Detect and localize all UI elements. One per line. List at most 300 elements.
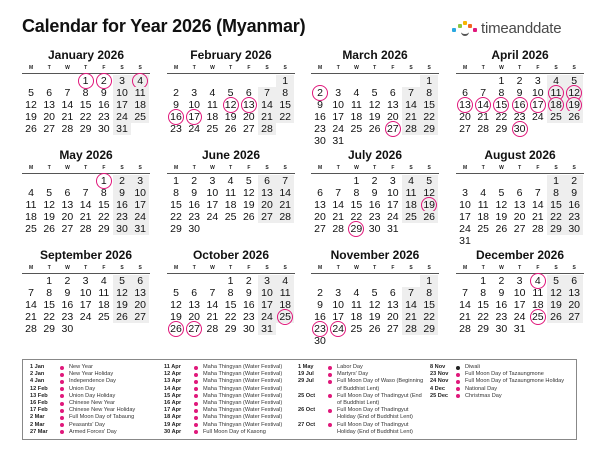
weekday-label: S: [572, 165, 576, 171]
date-cell: 8: [420, 87, 438, 99]
date-cell: 23: [97, 111, 110, 123]
legend-date: 8 Nov: [430, 364, 446, 370]
date-cell: 23: [495, 311, 508, 323]
date-cell: 4: [480, 187, 487, 199]
weekday-header: [311, 163, 439, 174]
legend-date: 17 Feb: [30, 407, 48, 414]
bullet-icon: [60, 366, 64, 370]
date-cell: 30: [314, 135, 326, 147]
date-cell: 8: [276, 87, 294, 99]
date-cell: 10: [332, 299, 345, 311]
date-cell: 2: [173, 87, 179, 99]
weekday-label: S: [572, 265, 576, 271]
weekday-label: T: [518, 65, 522, 71]
date-cell: 11: [402, 187, 420, 199]
date-cell: 26: [113, 311, 131, 323]
date-cell: 2: [245, 275, 252, 287]
holiday-date: 24: [329, 323, 347, 335]
date-cell: 20: [314, 211, 326, 223]
legend-date: 23 Nov: [430, 371, 449, 378]
date-cell: 6: [317, 187, 323, 199]
date-cell: 27: [242, 123, 255, 135]
date-cell: 13: [131, 287, 149, 299]
legend-holiday-name: Armed Forces' Day: [69, 428, 117, 435]
legend-item: [164, 378, 304, 385]
legend-item: [164, 371, 304, 378]
date-cell: 22: [97, 211, 110, 223]
month-june: [167, 148, 295, 235]
holiday-date: 12: [565, 87, 583, 99]
legend-item: [30, 386, 170, 393]
legend-date: 26 Oct: [298, 407, 316, 414]
date-cell: 15: [170, 199, 182, 211]
legend-item: [298, 393, 426, 407]
date-cell: 6: [46, 87, 53, 99]
weekday-label: T: [336, 65, 340, 71]
date-cell: 16: [113, 199, 131, 211]
month-july: [311, 148, 439, 235]
date-cell: 26: [43, 223, 56, 235]
weekday-label: T: [47, 65, 51, 71]
date-cell: 3: [258, 275, 276, 287]
holiday-date: 1: [77, 75, 95, 87]
date-cell: 10: [131, 187, 149, 199]
legend-item: [164, 422, 304, 429]
date-cell: 21: [258, 111, 276, 123]
bullet-icon: [194, 409, 198, 413]
month-title: January 2026: [47, 48, 125, 62]
date-cell: 9: [371, 187, 378, 199]
date-cell: 28: [402, 123, 420, 135]
date-cell: 22: [350, 211, 363, 223]
date-cell: 7: [209, 287, 216, 299]
date-cell: 3: [335, 287, 342, 299]
date-cell: 10: [188, 99, 201, 111]
date-cell: 22: [420, 111, 438, 123]
date-cell: 14: [531, 199, 544, 211]
date-cell: 9: [113, 187, 131, 199]
weekday-label: F: [247, 165, 251, 171]
date-cell: 10: [206, 187, 219, 199]
date-cell: 30: [242, 323, 255, 335]
weekday-header: [167, 163, 295, 174]
date-cell: 27: [565, 311, 583, 323]
date-cell: 4: [100, 275, 107, 287]
date-cell: 21: [402, 111, 420, 123]
date-cell: 30: [314, 335, 326, 347]
legend-item: [298, 422, 426, 436]
date-cell: 14: [402, 99, 420, 111]
weekday-label: T: [373, 65, 377, 71]
date-cell: 8: [498, 87, 505, 99]
holiday-date: 19: [420, 199, 438, 211]
legend-holiday-name: Maha Thingyan (Water Festival): [203, 378, 283, 385]
date-cell: 31: [131, 223, 149, 235]
date-cell: 7: [402, 87, 420, 99]
holiday-date: 4: [529, 275, 547, 287]
date-cell: 25: [97, 311, 110, 323]
date-cell: 17: [513, 299, 526, 311]
date-cell: 1: [353, 175, 360, 187]
date-cell: 7: [480, 87, 487, 99]
date-cell: 26: [368, 323, 381, 335]
date-cell: 5: [227, 87, 234, 99]
date-cell: 5: [565, 75, 583, 87]
holiday-date: 4: [131, 75, 149, 87]
date-cell: 9: [317, 99, 323, 111]
date-cell: 27: [43, 123, 56, 135]
date-cell: 19: [242, 199, 255, 211]
date-cell: 16: [188, 199, 201, 211]
date-cell: 8: [46, 287, 53, 299]
bullet-icon: [194, 366, 198, 370]
date-cell: 14: [25, 299, 37, 311]
date-cell: 7: [335, 187, 342, 199]
bullet-icon: [456, 366, 460, 370]
weekday-label: W: [499, 165, 504, 171]
date-cell: 5: [46, 187, 53, 199]
date-cell: 26: [368, 123, 381, 135]
date-cell: 3: [209, 175, 216, 187]
holiday-date: 27: [185, 323, 203, 335]
legend-column: [430, 364, 570, 400]
date-cell: 29: [224, 323, 237, 335]
date-cell: 12: [242, 187, 255, 199]
date-cell: 20: [565, 299, 583, 311]
date-cell: 14: [402, 299, 420, 311]
weekday-label: M: [318, 65, 323, 71]
legend-date: 18 Apr: [164, 414, 182, 421]
date-cell: 12: [170, 299, 182, 311]
holiday-date: 19: [565, 99, 583, 111]
date-cell: 17: [113, 99, 131, 111]
date-cell: 5: [28, 87, 34, 99]
date-cell: 7: [276, 175, 294, 187]
month-march: [311, 48, 439, 147]
date-cell: 4: [353, 87, 360, 99]
legend-date: 12 Apr: [164, 371, 182, 378]
legend-date: 1 May: [298, 364, 314, 370]
holiday-date: 1: [95, 175, 113, 187]
date-cell: 5: [245, 175, 252, 187]
date-cell: 17: [332, 111, 345, 123]
date-cell: 22: [276, 111, 294, 123]
month-title: December 2026: [475, 248, 565, 262]
date-cell: 20: [386, 111, 399, 123]
holiday-date: 11: [547, 87, 565, 99]
weekday-label: F: [247, 65, 251, 71]
date-cell: 12: [25, 99, 37, 111]
month-title: September 2026: [39, 248, 133, 262]
weekday-label: F: [102, 265, 106, 271]
month-january: [22, 48, 150, 135]
date-cell: 25: [402, 211, 420, 223]
date-cell: 24: [513, 311, 526, 323]
weekday-label: F: [536, 165, 540, 171]
date-cell: 25: [350, 123, 363, 135]
bullet-icon: [194, 402, 198, 406]
date-cell: 3: [389, 175, 396, 187]
timeanddate-logo[interactable]: [452, 19, 561, 37]
date-cell: 11: [350, 99, 362, 111]
date-cell: 19: [368, 311, 381, 323]
weekday-label: S: [427, 65, 431, 71]
date-cell: 19: [43, 211, 56, 223]
weekday-label: S: [265, 65, 269, 71]
legend-holiday-name: National Day: [465, 385, 498, 392]
date-cell: 29: [420, 123, 438, 135]
date-cell: 14: [206, 299, 219, 311]
date-cell: 29: [170, 223, 182, 235]
legend-date: 17 Apr: [164, 407, 182, 414]
date-cell: 16: [314, 311, 326, 323]
date-cell: 13: [61, 199, 74, 211]
holiday-date: 26: [167, 323, 185, 335]
date-cell: 25: [350, 323, 363, 335]
date-cell: 28: [531, 223, 544, 235]
weekday-label: M: [174, 265, 179, 271]
holiday-date: 13: [456, 99, 474, 111]
legend-date: 4 Dec: [430, 385, 445, 392]
date-cell: 28: [25, 323, 37, 335]
date-cell: 25: [131, 111, 149, 123]
date-cell: 29: [547, 223, 565, 235]
date-cell: 1: [498, 75, 505, 87]
weekday-label: T: [481, 165, 485, 171]
date-cell: 29: [79, 123, 92, 135]
legend-date: 29 Jul: [298, 378, 314, 385]
bullet-icon: [60, 416, 64, 420]
bullet-icon: [456, 380, 460, 384]
date-cell: 8: [420, 287, 438, 299]
date-cell: 11: [131, 87, 149, 99]
weekday-label: T: [481, 65, 485, 71]
date-cell: 19: [495, 211, 508, 223]
date-cell: 6: [389, 87, 396, 99]
date-cell: 31: [332, 135, 345, 147]
date-cell: 28: [402, 323, 420, 335]
date-cell: 24: [258, 311, 276, 323]
holiday-date: 29: [347, 223, 365, 235]
date-cell: 8: [227, 287, 234, 299]
date-cell: 14: [276, 187, 294, 199]
date-cell: 15: [477, 299, 490, 311]
legend-item: [164, 407, 304, 414]
weekday-header: [311, 63, 439, 74]
legend-item: [30, 422, 170, 429]
date-cell: 6: [191, 287, 198, 299]
date-cell: 6: [131, 275, 149, 287]
legend-item: [430, 393, 570, 400]
date-cell: 23: [188, 211, 201, 223]
date-cell: 23: [242, 311, 255, 323]
date-cell: 22: [495, 111, 508, 123]
bullet-icon: [194, 416, 198, 420]
date-cell: 3: [113, 75, 131, 87]
weekday-label: W: [499, 65, 504, 71]
legend-item: [30, 378, 170, 385]
date-cell: 12: [420, 187, 438, 199]
holiday-date: 2: [95, 75, 113, 87]
date-cell: 31: [513, 323, 526, 335]
legend-date: 1 Jan: [30, 364, 45, 370]
holiday-date: 17: [529, 99, 547, 111]
date-cell: 3: [462, 187, 468, 199]
weekday-label: S: [427, 165, 431, 171]
legend-holiday-name: Maha Thingyan (Water Festival): [203, 414, 283, 421]
month-title: July 2026: [347, 148, 403, 162]
legend-date: 27 Mar: [30, 428, 48, 435]
legend-item: [164, 429, 304, 436]
legend-item: [164, 386, 304, 393]
date-cell: 27: [61, 223, 74, 235]
date-cell: 15: [350, 199, 363, 211]
date-cell: 16: [368, 199, 381, 211]
legend-date: 4 Jan: [30, 378, 45, 385]
weekday-label: F: [102, 65, 106, 71]
date-cell: 28: [258, 123, 276, 135]
date-cell: 11: [206, 99, 218, 111]
date-cell: 28: [459, 323, 471, 335]
date-cell: 20: [513, 211, 526, 223]
date-cell: 18: [276, 299, 294, 311]
date-cell: 14: [332, 199, 345, 211]
date-cell: 22: [420, 311, 438, 323]
bullet-icon: [328, 380, 332, 384]
date-cell: 21: [206, 311, 219, 323]
date-cell: 2: [498, 275, 505, 287]
date-cell: 19: [547, 299, 565, 311]
month-september: [22, 248, 150, 335]
weekday-label: W: [65, 165, 70, 171]
legend-holiday-name: Maha Thingyan (Water Festival): [203, 407, 283, 414]
date-cell: 9: [565, 187, 583, 199]
date-cell: 26: [495, 223, 508, 235]
legend-date: 27 Oct: [298, 421, 316, 428]
date-cell: 10: [332, 99, 345, 111]
legend-holiday-name: Maha Thingyan (Water Festival): [203, 421, 283, 428]
date-cell: 23: [170, 123, 182, 135]
date-cell: 4: [402, 175, 420, 187]
weekday-label: W: [65, 65, 70, 71]
date-cell: 26: [25, 123, 37, 135]
date-cell: 3: [335, 87, 342, 99]
weekday-label: T: [47, 165, 51, 171]
date-cell: 19: [25, 111, 37, 123]
date-cell: 28: [477, 123, 490, 135]
weekday-label: W: [354, 165, 359, 171]
legend-item: [164, 414, 304, 421]
weekday-label: S: [409, 265, 413, 271]
date-cell: 18: [350, 311, 363, 323]
date-cell: 9: [100, 87, 107, 99]
weekday-label: T: [192, 165, 196, 171]
date-cell: 2: [371, 175, 378, 187]
holiday-date: 16: [167, 111, 185, 123]
date-cell: 22: [43, 311, 56, 323]
month-february: [167, 48, 295, 135]
bullet-icon: [328, 366, 332, 370]
legend-item: [164, 364, 304, 371]
weekday-label: T: [481, 265, 485, 271]
date-cell: 18: [25, 211, 37, 223]
date-cell: 4: [28, 187, 34, 199]
date-cell: 6: [258, 175, 276, 187]
weekday-label: M: [174, 165, 179, 171]
holiday-date: 15: [492, 99, 510, 111]
date-cell: 7: [402, 287, 420, 299]
holiday-date: 18: [547, 99, 565, 111]
date-cell: 26: [565, 111, 583, 123]
date-cell: 30: [97, 123, 110, 135]
date-cell: 24: [332, 123, 345, 135]
date-cell: 1: [420, 75, 438, 87]
date-cell: 17: [131, 199, 149, 211]
date-cell: 14: [61, 99, 74, 111]
weekday-label: T: [336, 265, 340, 271]
bullet-icon: [60, 380, 64, 384]
date-cell: 15: [43, 299, 56, 311]
month-title: April 2026: [491, 48, 549, 62]
weekday-label: S: [138, 65, 142, 71]
weekday-label: T: [192, 265, 196, 271]
date-cell: 23: [314, 123, 326, 135]
weekday-label: W: [354, 265, 359, 271]
weekday-label: T: [192, 65, 196, 71]
date-cell: 31: [113, 123, 131, 135]
legend-item: [30, 414, 170, 421]
bullet-icon: [60, 430, 64, 434]
legend-item: [430, 371, 570, 378]
date-cell: 1: [547, 175, 565, 187]
weekday-label: F: [391, 165, 395, 171]
date-cell: 8: [480, 287, 487, 299]
date-cell: 18: [131, 99, 149, 111]
legend-item: [164, 400, 304, 407]
month-title: November 2026: [330, 248, 420, 262]
weekday-label: M: [463, 265, 468, 271]
bullet-icon: [328, 394, 332, 398]
date-cell: 11: [25, 199, 37, 211]
date-cell: 5: [420, 175, 438, 187]
bullet-icon: [194, 394, 198, 398]
weekday-label: S: [138, 265, 142, 271]
date-cell: 20: [386, 311, 399, 323]
weekday-header: [167, 263, 295, 274]
date-cell: 13: [565, 287, 583, 299]
weekday-label: T: [373, 165, 377, 171]
date-cell: 4: [353, 287, 360, 299]
date-cell: 12: [547, 287, 565, 299]
legend-holiday-name: Full Moon Day of Thadingyut (End of Buddhist Lent): [337, 392, 422, 407]
weekday-header: [456, 163, 584, 174]
legend-item: [30, 429, 170, 436]
date-cell: 9: [191, 187, 198, 199]
holiday-date: 17: [185, 111, 203, 123]
bullet-icon: [60, 394, 64, 398]
date-cell: 26: [547, 311, 565, 323]
date-cell: 19: [113, 299, 131, 311]
legend-date: 16 Apr: [164, 400, 182, 407]
date-cell: 9: [245, 287, 252, 299]
date-cell: 7: [28, 287, 34, 299]
bullet-icon: [328, 373, 332, 377]
date-cell: 31: [258, 323, 276, 335]
date-cell: 18: [350, 111, 363, 123]
date-cell: 7: [534, 187, 541, 199]
weekday-label: F: [536, 265, 540, 271]
legend-item: [298, 364, 426, 371]
